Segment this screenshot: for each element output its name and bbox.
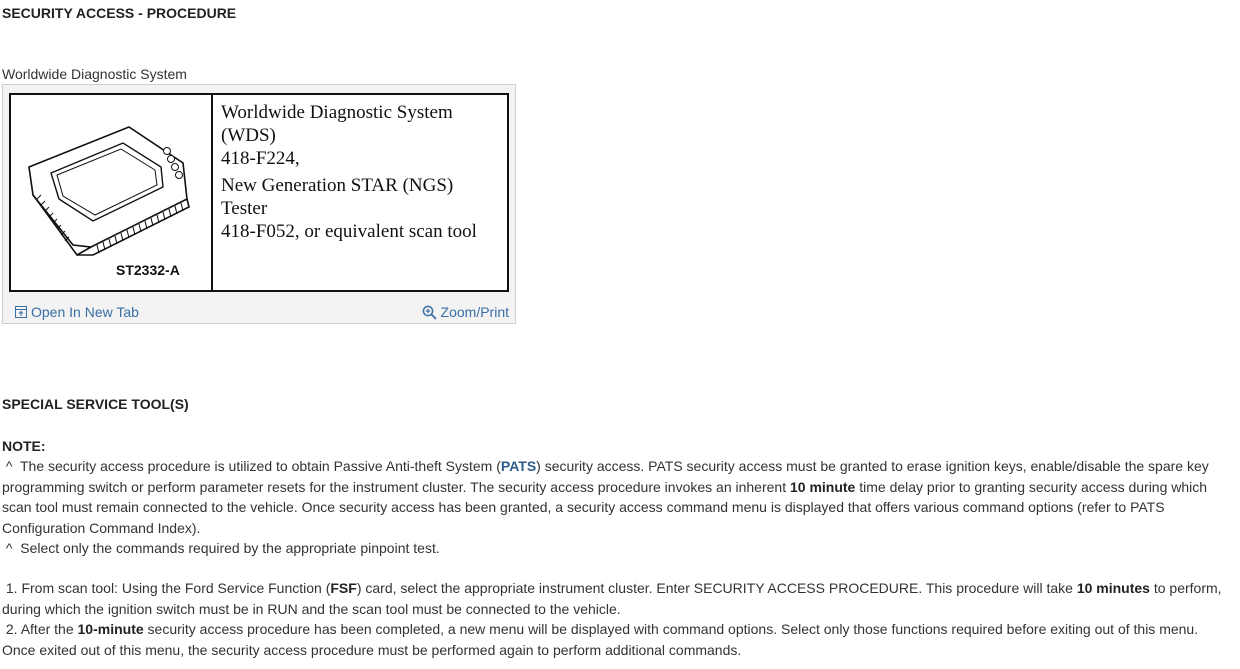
pats-abbreviation: PATS — [500, 458, 537, 474]
open-in-new-tab-link[interactable] — [15, 304, 139, 320]
figure-toolbar — [3, 298, 515, 324]
step-text: to perform, during which the ignition switch must be in RUN and the scan tool must be connected to the vehicle. — [2, 580, 1222, 617]
scan-tool-icon — [11, 95, 211, 260]
figure-line: (WDS) — [221, 125, 276, 146]
note-label: NOTE: — [2, 438, 46, 454]
zoom-print-link[interactable] — [422, 304, 509, 320]
zoom-icon — [422, 305, 437, 320]
step-text: ) card, select the appropriate instrument cluster. Enter SECURITY ACCESS PROCEDURE. This procedure will take — [356, 580, 1077, 596]
note-paragraph — [2, 456, 1232, 539]
note-text: ) security access. PATS security access must be granted to erase ignition keys, enable/disable the spare key programming switch or perform parameter resets for the instrument cluster. The security access procedure invokes an inherent — [2, 458, 1209, 495]
step-number: 2. — [5, 621, 18, 637]
open-tab-icon — [15, 306, 27, 318]
bullet-marker: ^ — [5, 540, 13, 556]
figure-line: 418-F224, — [221, 148, 300, 169]
figure-panel — [2, 84, 516, 324]
open-in-new-tab-label: Open In New Tab — [31, 304, 139, 320]
figure-image — [9, 93, 509, 292]
step-emphasis: 10-minute — [77, 621, 144, 637]
figure-line: New Generation STAR (NGS) — [221, 175, 454, 196]
procedure-step — [2, 578, 1232, 619]
step-text: From scan tool: Using the Ford Service Function ( — [21, 580, 331, 596]
figure-code: ST2332-A — [116, 262, 180, 278]
page-title: SECURITY ACCESS - PROCEDURE — [2, 5, 237, 21]
fsf-abbreviation: FSF — [330, 580, 357, 596]
note-emphasis: 10 minute — [789, 478, 856, 495]
note-paragraph — [2, 538, 1232, 559]
note-text: The security access procedure is utilized to obtain Passive Anti-theft System ( — [20, 458, 501, 474]
step-text: After the — [20, 621, 78, 637]
procedure-step — [2, 619, 1232, 660]
step-emphasis: 10 minutes — [1076, 580, 1150, 596]
step-text: security access procedure has been completed, a new menu will be displayed with command options. Select only those functions required before exiting out of this menu. Once exited out of this menu, the security access procedure must be performed again to perform additional commands. — [2, 621, 1199, 658]
figure-text — [221, 101, 509, 243]
note-text: time delay prior to granting security access during which scan tool must remain connected to the vehicle. Once security access has been granted, a security access command menu is displayed that offers various command options (refer to PATS Configuration Command Index). — [2, 478, 1208, 537]
figure-caption: Worldwide Diagnostic System — [2, 66, 187, 82]
note-text: Select only the commands required by the appropriate pinpoint test. — [20, 540, 440, 556]
figure-line: Worldwide Diagnostic System — [221, 102, 453, 123]
figure-line: 418-F052, or equivalent scan tool — [221, 221, 477, 242]
section-heading: SPECIAL SERVICE TOOL(S) — [2, 396, 189, 412]
zoom-print-label: Zoom/Print — [440, 304, 509, 320]
bullet-marker: ^ — [5, 458, 13, 474]
step-number: 1. — [5, 580, 18, 596]
figure-line: Tester — [221, 198, 268, 219]
scan-tool-illustration — [11, 95, 213, 290]
